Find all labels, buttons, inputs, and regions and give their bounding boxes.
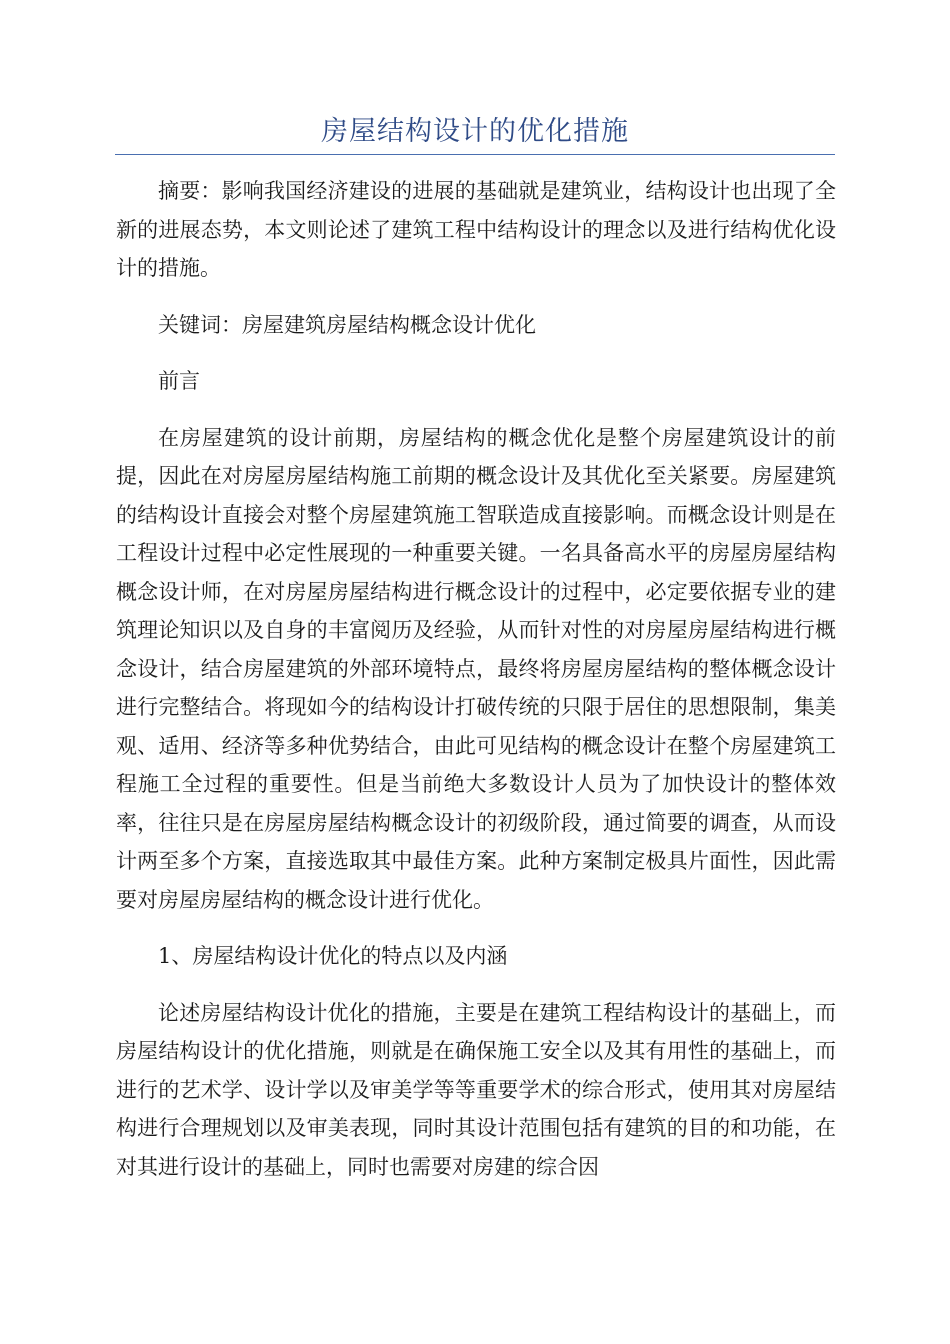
document-title: 房屋结构设计的优化措施 — [321, 116, 629, 147]
document-body — [116, 172, 836, 1204]
title-underline — [115, 154, 835, 155]
abstract-paragraph: 摘要：影响我国经济建设的进展的基础就是建筑业，结构设计也出现了全新的进展态势，本文则论述了建筑工程中结构设计的理念以及进行结构优化设计的措施。 — [116, 179, 836, 280]
body-paragraph: 论述房屋结构设计优化的措施，主要是在建筑工程结构设计的基础上，而房屋结构设计的优化措施，则就是在确保施工安全以及其有用性的基础上，而进行的艺术学、设计学以及审美学等等重要学术的综合形式，使用其对房屋结构进行合理规划以及审美表现，同时其设计范围包括有建筑的目的和功能，在对其进行设计的基础上，同时也需要对房建的综合因 — [116, 1000, 836, 1179]
keywords-paragraph: 关键词：房屋建筑房屋结构概念设计优化 — [158, 312, 536, 337]
preface-heading: 前言 — [158, 369, 200, 393]
body-paragraph: 在房屋建筑的设计前期，房屋结构的概念优化是整个房屋建筑设计的前提，因此在对房屋房屋结构施工前期的概念设计及其优化至关紧要。房屋建筑的结构设计直接会对整个房屋建筑施工智联造成直接影响。而概念设计则是在工程设计过程中必定性展现的一种重要关键。一名具备高水平的房屋房屋结构概念设计师，在对房屋房屋结构进行概念设计的过程中，必定要依据专业的建筑理论知识以及自身的丰富阅历及经验，从而针对性的对房屋房屋结构进行概念设计，结合房屋建筑的外部环境特点，最终将房屋房屋结构的整体概念设计进行完整结合。将现如今的结构设计打破传统的只限于居住的思想限制，集美观、适用、经济等多种优势结合，由此可见结构的概念设计在整个房屋建筑工程施工全过程的重要性。但是当前绝大多数设计人员为了加快设计的整体效率，往往只是在房屋房屋结构概念设计的初级阶段，通过简要的调查，从而设计两至多个方案，直接选取其中最佳方案。此种方案制定极具片面性，因此需要对房屋房屋结构的概念设计进行优化。 — [116, 425, 836, 912]
section-heading: 1、房屋结构设计优化的特点以及内涵 — [158, 944, 508, 968]
